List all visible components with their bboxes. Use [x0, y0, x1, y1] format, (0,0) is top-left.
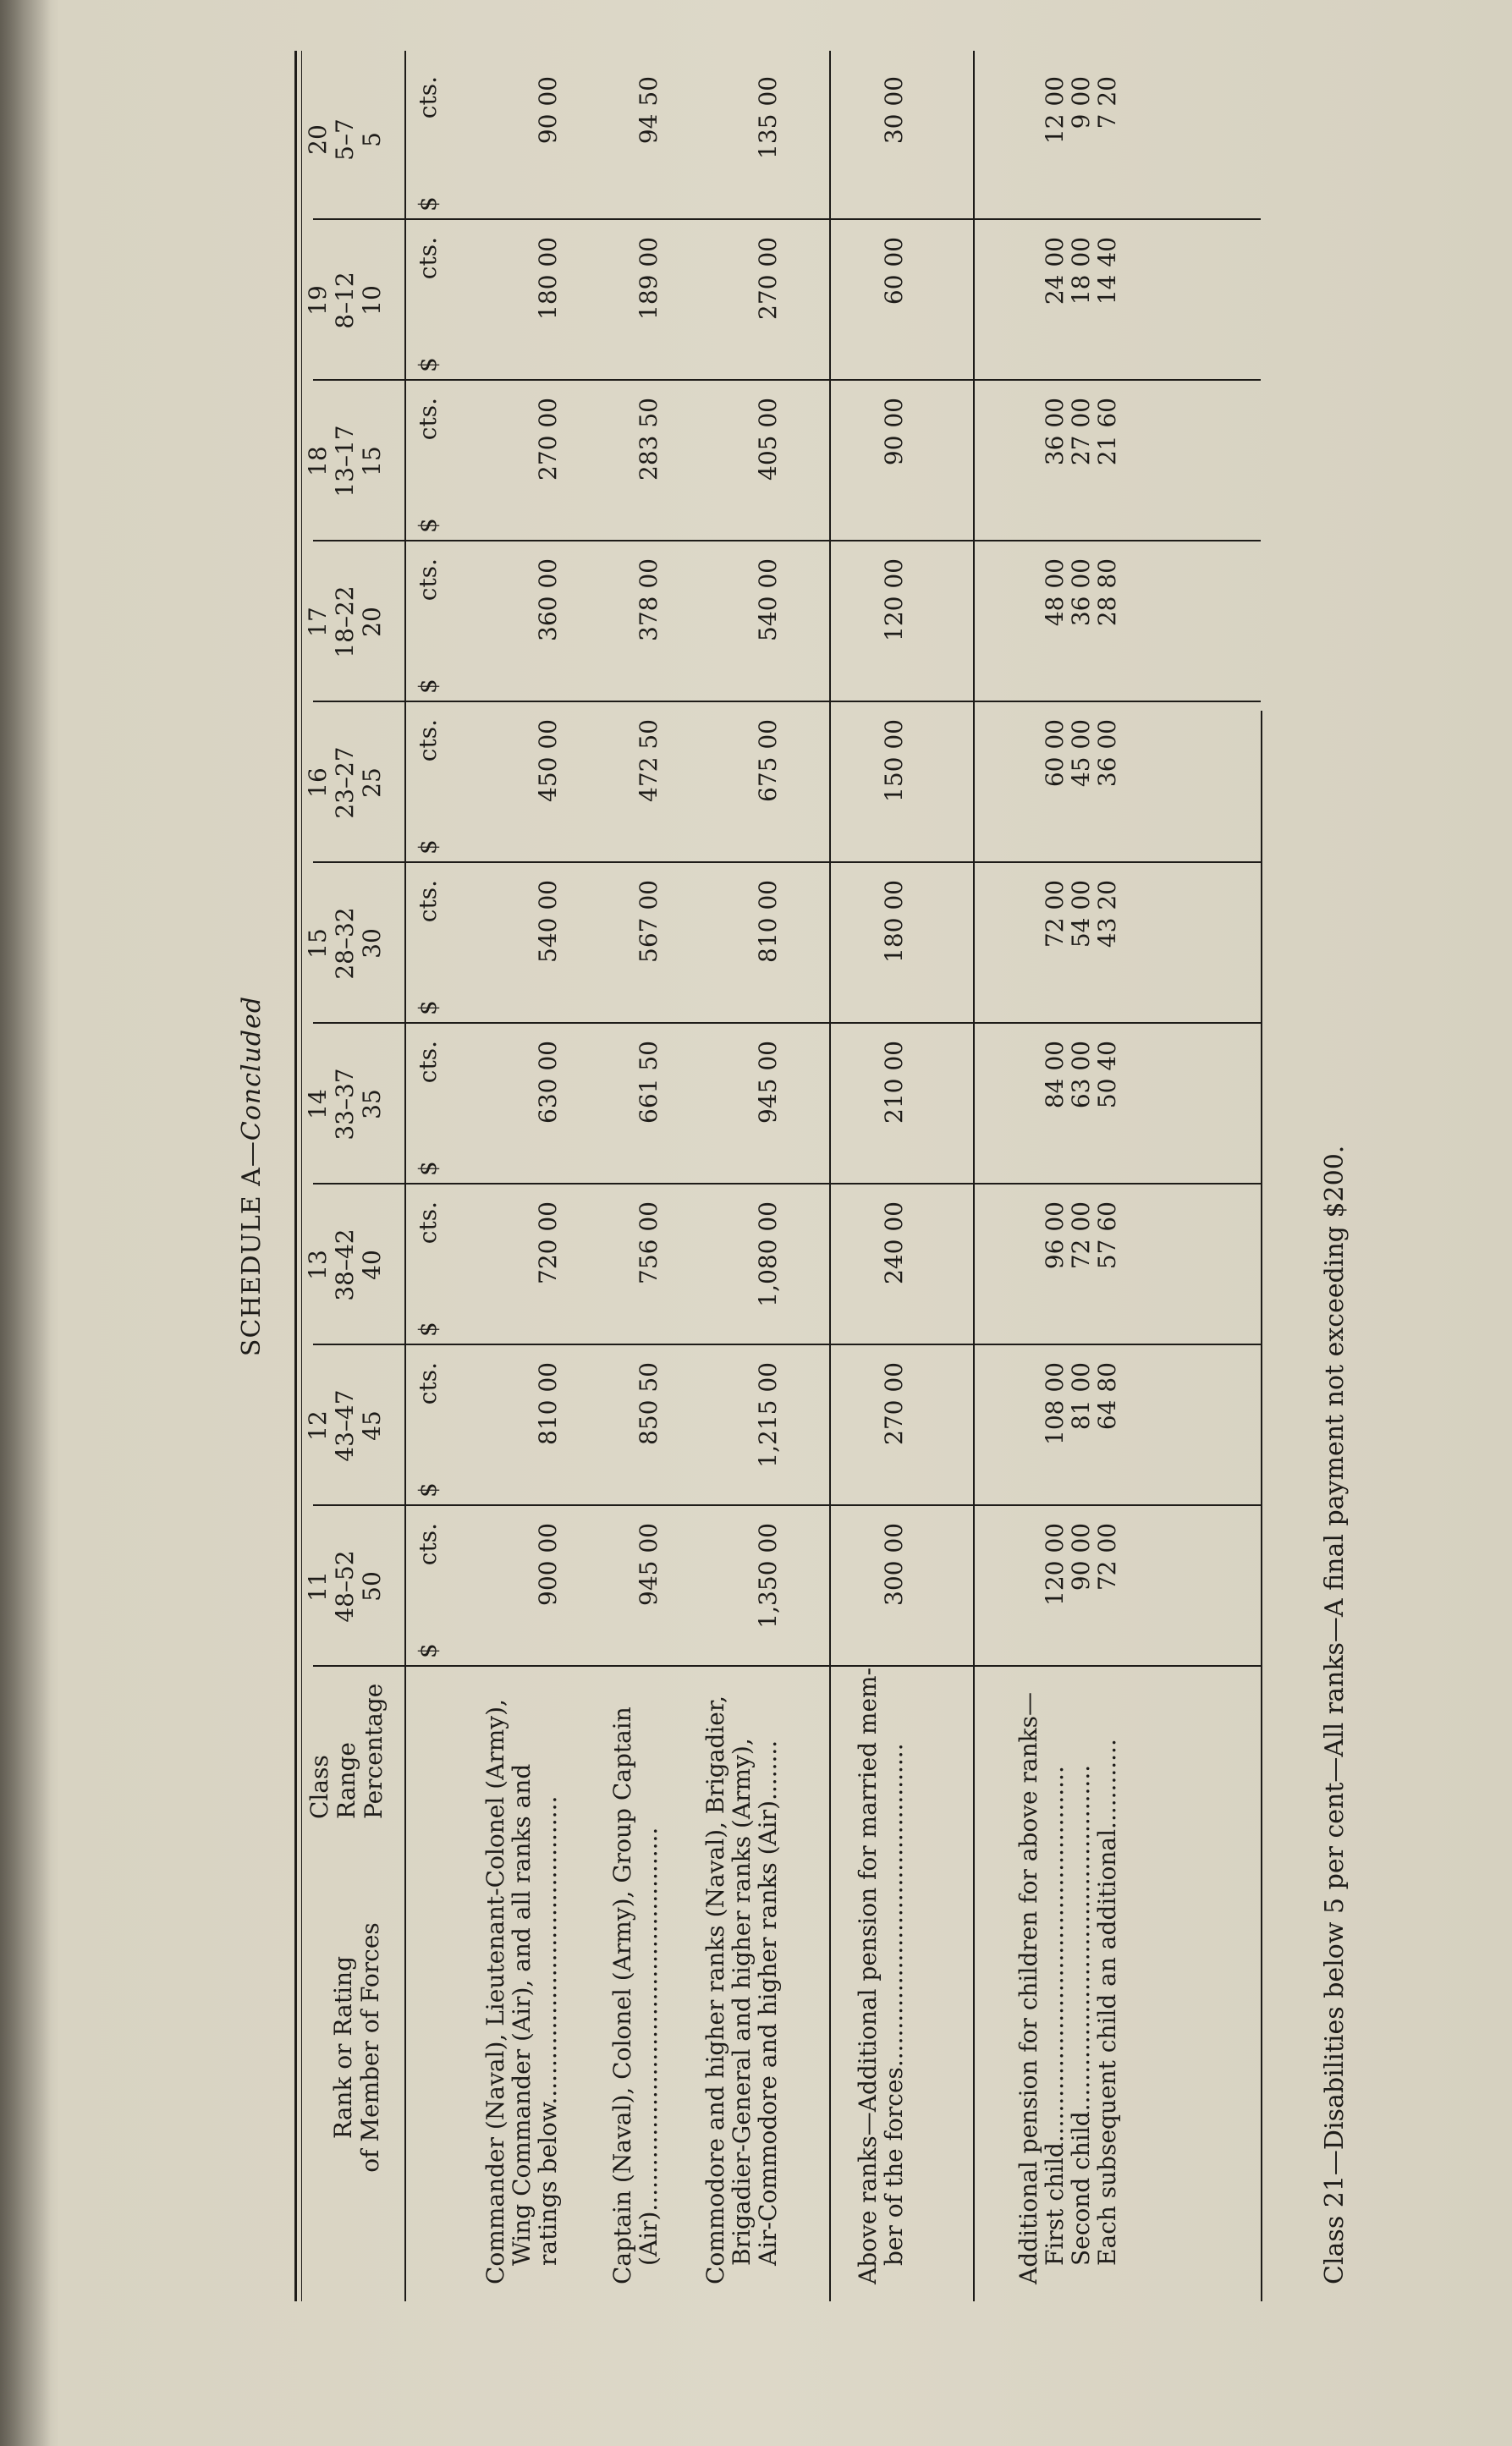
pension-value: 945 00 — [754, 1041, 782, 1124]
column-divider — [313, 218, 1261, 220]
pension-value: 1,215 00 — [754, 1362, 782, 1468]
children-line: Each subsequent child an additional............ — [1093, 1739, 1121, 2266]
column-divider — [313, 1665, 1261, 1667]
rank-row-line: Wing Commander (Air), and all ranks and — [508, 1763, 536, 2266]
children-line: First child.................................................. — [1041, 1766, 1069, 2266]
pension-value: 810 00 — [754, 880, 782, 963]
child-pension-value: 18 00 — [1067, 237, 1095, 305]
column-divider — [313, 379, 1261, 381]
section-separator — [973, 51, 975, 2301]
class-range: 18–22 — [331, 585, 359, 658]
child-pension-value: 72 00 — [1067, 1201, 1095, 1270]
unit-cents: cts. — [414, 1201, 442, 1245]
class-range: 28–32 — [331, 907, 359, 980]
column-divider — [313, 1344, 1261, 1345]
rank-header-line-1: Rank or Rating — [329, 1955, 357, 2140]
pension-value: 283 50 — [635, 398, 663, 481]
class-number: 11 — [304, 1571, 332, 1602]
class-percentage: 30 — [358, 928, 386, 959]
child-pension-value: 36 00 — [1041, 398, 1069, 466]
unit-dollar: $ — [414, 679, 442, 694]
pension-value: 1,350 00 — [754, 1523, 782, 1629]
class-number: 20 — [304, 124, 332, 155]
child-pension-value: 14 40 — [1093, 237, 1121, 305]
class-label: Class — [305, 1755, 333, 1819]
rank-row-line: Commander (Naval), Lieutenant-Colonel (Army), — [481, 1699, 509, 2284]
rank-header — [330, 1828, 384, 2267]
child-pension-value: 36 00 — [1093, 719, 1121, 788]
unit-cents: cts. — [414, 398, 442, 441]
unit-cents: cts. — [414, 1041, 442, 1084]
child-pension-value: 28 80 — [1093, 558, 1121, 627]
rank-row-label — [608, 1707, 663, 2284]
rank-row-line: (Air)................................................... — [635, 1827, 663, 2266]
unit-dollar: $ — [414, 196, 442, 212]
child-pension-value: 57 60 — [1093, 1201, 1121, 1270]
pension-value: 180 00 — [880, 880, 908, 963]
children-line: Second child.............................................. — [1067, 1764, 1095, 2266]
class-range-pct-labels — [288, 1675, 388, 1819]
class-number: 12 — [304, 1410, 332, 1441]
class-percentage: 40 — [358, 1250, 386, 1280]
class-range: 13–17 — [331, 425, 359, 497]
column-divider — [313, 540, 1261, 541]
child-pension-value: 120 00 — [1041, 1523, 1069, 1606]
column-divider — [313, 701, 1261, 702]
pension-value: 90 00 — [880, 398, 908, 466]
class-percentage: 50 — [358, 1571, 386, 1602]
class-percentage: 35 — [358, 1089, 386, 1119]
rank-header-line-2: of Member of Forces — [356, 1922, 384, 2173]
unit-dollar: $ — [414, 1000, 442, 1015]
schedule-table-rotated — [203, 51, 1388, 2301]
column-divider — [313, 861, 1261, 863]
column-divider — [313, 1183, 1261, 1185]
class-range: 43–47 — [331, 1389, 359, 1462]
pension-value: 189 00 — [635, 237, 663, 320]
rank-row-line: Air-Commodore and higher ranks (Air)........ — [754, 1740, 782, 2266]
class-percentage: 15 — [358, 446, 386, 476]
child-pension-value: 72 00 — [1041, 880, 1069, 948]
child-pension-value: 84 00 — [1041, 1041, 1069, 1109]
child-pension-value: 96 00 — [1041, 1201, 1069, 1270]
class-range: 23–27 — [331, 746, 359, 819]
pension-value: 945 00 — [635, 1523, 663, 1606]
pension-value: 472 50 — [635, 719, 663, 802]
pension-value: 378 00 — [635, 558, 663, 641]
header-separator — [404, 51, 406, 2301]
child-pension-value: 63 00 — [1067, 1041, 1095, 1109]
class-percentage: 25 — [358, 767, 386, 798]
class-number: 16 — [304, 767, 332, 798]
unit-cents: cts. — [414, 880, 442, 923]
top-rule-thin — [301, 51, 302, 2301]
class-percentage: 10 — [358, 285, 386, 316]
pension-value: 270 00 — [880, 1362, 908, 1445]
footnote: Class 21—Disabilities below 5 per cent—All ranks—A final payment not exceeding $200. — [1320, 1145, 1350, 2284]
pension-value: 135 00 — [754, 76, 782, 159]
pension-value: 405 00 — [754, 398, 782, 481]
pension-value: 180 00 — [534, 237, 562, 320]
pension-value: 540 00 — [534, 880, 562, 963]
class-range: 38–42 — [331, 1228, 359, 1301]
child-pension-value: 108 00 — [1041, 1362, 1069, 1445]
class-percentage: 45 — [358, 1410, 386, 1441]
pension-value: 210 00 — [880, 1041, 908, 1124]
pension-value: 94 50 — [635, 76, 663, 145]
class-number: 17 — [304, 607, 332, 637]
unit-cents: cts. — [414, 76, 442, 119]
rank-row-line: Captain (Naval), Colonel (Army), Group Captain — [608, 1707, 636, 2284]
pension-value: 810 00 — [534, 1362, 562, 1445]
child-pension-value: 81 00 — [1067, 1362, 1095, 1431]
column-divider — [313, 1504, 1261, 1506]
child-pension-value: 12 00 — [1041, 76, 1069, 145]
rank-row-label — [854, 1667, 908, 2284]
unit-cents: cts. — [414, 237, 442, 280]
rank-row-line: Above ranks—Additional pension for married mem- — [854, 1667, 882, 2284]
pension-value: 756 00 — [635, 1201, 663, 1284]
unit-dollar: $ — [414, 518, 442, 533]
class-number: 15 — [304, 928, 332, 959]
class-percentage: 5 — [358, 132, 386, 147]
bottom-rule — [1261, 711, 1262, 2301]
column-divider — [313, 1022, 1261, 1024]
rank-row-label — [701, 1695, 782, 2284]
child-pension-value: 60 00 — [1041, 719, 1069, 788]
unit-dollar: $ — [414, 357, 442, 372]
child-pension-value: 43 20 — [1093, 880, 1121, 948]
pension-value: 900 00 — [534, 1523, 562, 1606]
rank-row-line: ber of the forces........................................... — [880, 1743, 908, 2266]
child-pension-value: 72 00 — [1093, 1523, 1121, 1591]
percentage-label: Percentage — [360, 1683, 388, 1819]
unit-cents: cts. — [414, 1362, 442, 1405]
child-pension-value: 36 00 — [1067, 558, 1095, 627]
pension-value: 150 00 — [880, 719, 908, 802]
class-number: 19 — [304, 285, 332, 316]
pension-value: 1,080 00 — [754, 1201, 782, 1307]
pension-value: 270 00 — [754, 237, 782, 320]
child-pension-value: 64 80 — [1093, 1362, 1121, 1431]
pension-value: 850 50 — [635, 1362, 663, 1445]
child-pension-value: 48 00 — [1041, 558, 1069, 627]
pension-value: 567 00 — [635, 880, 663, 963]
pension-value: 661 50 — [635, 1041, 663, 1124]
pension-value: 540 00 — [754, 558, 782, 641]
page-gutter-shadow — [0, 0, 51, 2446]
unit-dollar: $ — [414, 1322, 442, 1337]
pension-value: 360 00 — [534, 558, 562, 641]
pension-value: 30 00 — [880, 76, 908, 145]
section-separator — [829, 51, 831, 2301]
rank-row-label — [481, 1699, 562, 2284]
pension-value: 270 00 — [534, 398, 562, 481]
unit-cents: cts. — [414, 719, 442, 762]
class-number: 18 — [304, 446, 332, 476]
rank-row-line: Brigadier-General and higher ranks (Army), — [728, 1738, 756, 2266]
pension-value: 60 00 — [880, 237, 908, 305]
rank-row-line: ratings below......................................... — [534, 1795, 562, 2266]
class-range: 33–37 — [331, 1068, 359, 1141]
unit-cents: cts. — [414, 558, 442, 602]
unit-dollar: $ — [414, 1161, 442, 1176]
pension-value: 450 00 — [534, 719, 562, 802]
pension-value: 240 00 — [880, 1201, 908, 1284]
rank-row-line: Commodore and higher ranks (Naval), Brigadier, — [701, 1695, 729, 2284]
schedule-title-main: SCHEDULE A— — [237, 1141, 267, 1357]
child-pension-value: 54 00 — [1067, 880, 1095, 948]
pension-value: 630 00 — [534, 1041, 562, 1124]
class-range: 8–12 — [331, 272, 359, 329]
child-pension-value: 90 00 — [1067, 1523, 1095, 1591]
child-pension-value: 21 60 — [1093, 398, 1121, 466]
class-percentage: 20 — [358, 607, 386, 637]
schedule-title-italic: Concluded — [237, 995, 267, 1141]
children-heading: Additional pension for children for above ranks— — [1014, 1692, 1042, 2284]
top-rule-thick — [294, 51, 297, 2301]
unit-dollar: $ — [414, 1643, 442, 1658]
schedule-title — [237, 51, 267, 2301]
child-pension-value: 50 40 — [1093, 1041, 1121, 1109]
pension-value: 300 00 — [880, 1523, 908, 1606]
class-range: 48–52 — [331, 1550, 359, 1623]
child-pension-value: 9 00 — [1067, 76, 1095, 129]
unit-cents: cts. — [414, 1523, 442, 1566]
pension-value: 90 00 — [534, 76, 562, 145]
unit-dollar: $ — [414, 1482, 442, 1498]
child-pension-value: 24 00 — [1041, 237, 1069, 305]
child-pension-value: 45 00 — [1067, 719, 1095, 788]
child-pension-value: 27 00 — [1067, 398, 1095, 466]
pension-value: 675 00 — [754, 719, 782, 802]
pension-value: 120 00 — [880, 558, 908, 641]
pension-value: 720 00 — [534, 1201, 562, 1284]
child-pension-value: 7 20 — [1093, 76, 1121, 129]
unit-dollar: $ — [414, 839, 442, 855]
class-number: 14 — [304, 1089, 332, 1119]
range-label: Range — [333, 1742, 360, 1819]
class-range: 5–7 — [331, 118, 359, 161]
class-number: 13 — [304, 1250, 332, 1280]
